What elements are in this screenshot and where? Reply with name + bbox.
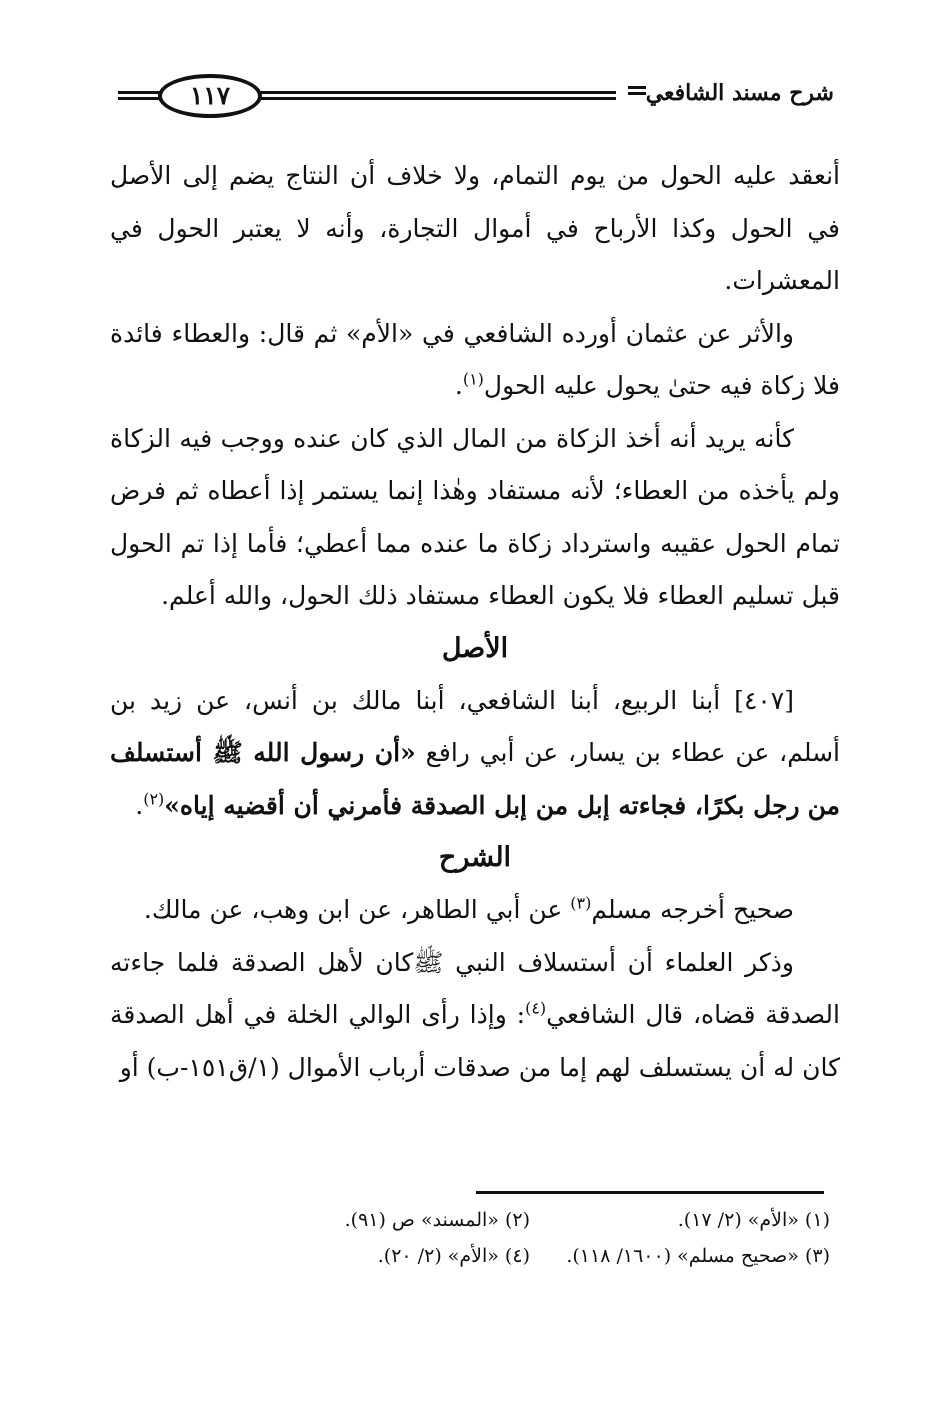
p3-line-1: كأنه يريد أنه أخذ الزكاة من المال الذي كان عنده ووجب فيه: [179, 423, 794, 453]
last-line-1: وذكر العلماء أن أستسلاف النبي ﷺكان لأهل الصدقة فلما جاءته: [110, 947, 794, 977]
header-rule: [260, 91, 616, 101]
page-number: ١١٧: [158, 74, 262, 118]
last-line-3: كان له أن يستسلف لهم إما من صدقات أرباب الأموال (١/ق١٥١-ب) أو: [119, 1052, 840, 1082]
p1-line-3: المعشرات.: [724, 266, 840, 295]
p2-line-1: والأثر عن عثمان أورده الشافعي في «الأم» ثم قال: والعطاء فائدة: [110, 318, 794, 348]
running-title: شرح مسند الشافعي: [645, 80, 834, 106]
footnote-3: (٣) «صحيح مسلم» (١٦٠٠/ ١١٨).: [566, 1245, 830, 1267]
sharh-paragraph: [110, 884, 840, 937]
asl-end: .: [135, 790, 144, 820]
header-left-rule: [118, 91, 162, 101]
footnote-1: (١) «الأم» (٢/ ١٧).: [677, 1209, 830, 1231]
sharh-line-2: مالك.: [143, 895, 202, 924]
footnote-ref-4[interactable]: (٤): [525, 998, 547, 1018]
p3-line-4: الحول قبل تسليم العطاء فلا يكون العطاء مستفاد ذلك الحول، والله: [110, 528, 840, 610]
footnote-ref-2[interactable]: (٢): [143, 789, 165, 809]
heading-asl: الأصل: [441, 632, 509, 664]
asl-paragraph: [110, 675, 840, 833]
footnote-2: (٢) «المسند» ص (٩١).: [344, 1209, 530, 1231]
last-line-2a: الصدقة قضاه، قال الشافعي: [546, 1000, 840, 1029]
asl-line-3-bold: رجل بكرًا، فجاءته إبل من إبل الصدقة فأمرني أن أقضيه إياه»: [164, 790, 800, 820]
footnote-ref-3[interactable]: (٣): [570, 893, 592, 913]
p1-line-1: أنعقد عليه الحول من يوم التمام، ولا خلاف أن النتاج يضم إلى الأصل: [110, 161, 840, 190]
footnotes: [230, 1202, 830, 1274]
asl-line-2-bold: «أن رسول الله ﷺ أستسلف من: [110, 738, 840, 820]
p1-line-2: في الحول وكذا الأرباح في أموال التجارة، وأنه لا يعتبر الحول في: [110, 213, 840, 243]
footnote-row-1: [230, 1202, 830, 1238]
sharh-line-1a: صحيح أخرجه مسلم: [591, 895, 794, 924]
heading-sharh: الشرح: [438, 842, 512, 873]
page-header: [118, 74, 834, 128]
paragraph-1: [110, 150, 840, 308]
p2-end: .: [454, 371, 463, 400]
p3-line-2: الزكاة ولم يأخذه من العطاء؛ لأنه مستفاد وهٰذا إنما يستمر إذا أعطاه ثم: [110, 423, 840, 505]
asl-line-1: [٤٠٧] أبنا الربيع، أبنا الشافعي، أبنا مالك بن أنس، عن زيد بن: [110, 685, 794, 715]
last-line-2b: : وإذا رأى الوالي الخلة في أهل الصدقة: [110, 1000, 526, 1029]
paragraph-3: [110, 413, 840, 623]
p2-line-2: فلا زكاة فيه حتىٰ يحول عليه الحول: [483, 371, 840, 400]
footnote-rule: [476, 1191, 824, 1194]
p3-line-3: فرض تمام الحول عقيبه واسترداد زكاة ما عنده مما أعطي؛ فأما إذا تم: [110, 476, 840, 558]
asl-line-2-plain: أسلم، عن عطاء بن يسار، عن أبي رافع: [415, 738, 840, 767]
footnote-ref-1[interactable]: (١): [462, 369, 484, 389]
last-paragraph: [110, 937, 840, 1095]
header-dash: [628, 86, 646, 100]
footnote-row-2: [230, 1238, 830, 1274]
paragraph-2: [110, 308, 840, 413]
p3-line-5: أعلم.: [161, 581, 216, 610]
footnote-4: (٤) «الأم» (٢/ ٢٠).: [377, 1245, 530, 1267]
sharh-line-1b: عن أبي الطاهر، عن ابن وهب، عن: [209, 895, 571, 924]
main-text: [110, 150, 840, 1094]
